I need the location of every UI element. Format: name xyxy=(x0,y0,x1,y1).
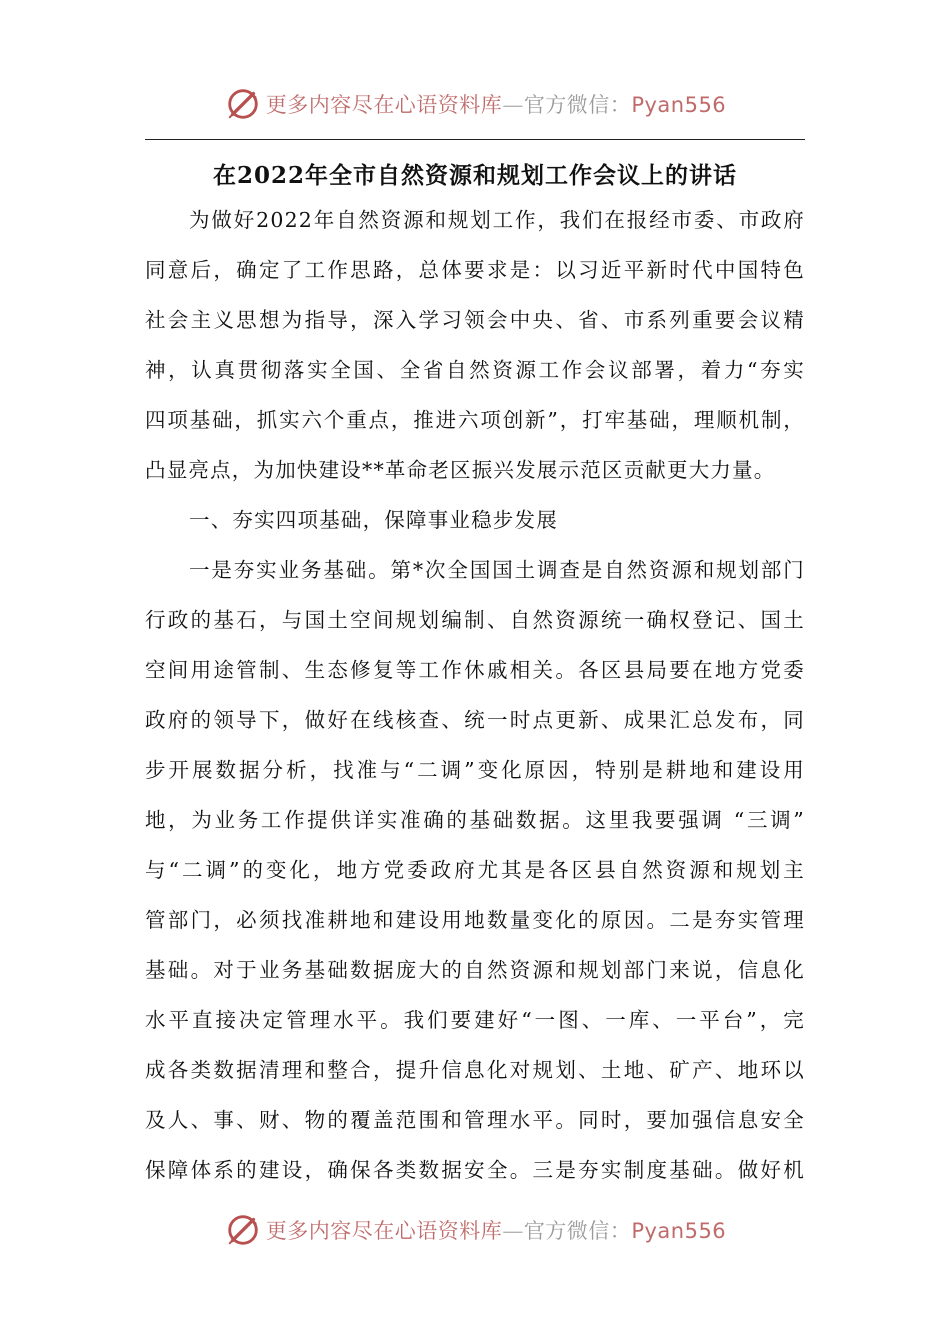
body-line: 社会主义思想为指导，深入学习领会中央、省、市系列重要会议精 xyxy=(145,308,805,332)
body-line: 及人、事、财、物的覆盖范围和管理水平。同时，要加强信息安全 xyxy=(145,1108,805,1132)
footer-watermark-banner xyxy=(0,1208,950,1252)
pen-logo-icon xyxy=(224,85,262,123)
body-line: 基础。对于业务基础数据庞大的自然资源和规划部门来说，信息化 xyxy=(145,958,805,982)
banner-text xyxy=(266,89,726,119)
body-line: 为做好2022年自然资源和规划工作，我们在报经市委、市政府 xyxy=(189,208,805,232)
header-watermark-banner xyxy=(0,82,950,126)
body-line: 步开展数据分析，找准与“二调”变化原因，特别是耕地和建设用 xyxy=(145,758,805,782)
banner-text xyxy=(266,1215,726,1245)
pen-logo-icon xyxy=(224,1211,262,1249)
body-line: 行政的基石，与国土空间规划编制、自然资源统一确权登记、国土 xyxy=(145,608,805,632)
banner-main-text: 更多内容尽在心语资料库 xyxy=(265,1219,503,1243)
banner-separator: — xyxy=(502,93,524,117)
body-line: 同意后，确定了工作思路，总体要求是：以习近平新时代中国特色 xyxy=(145,258,805,282)
body-line: 地，为业务工作提供详实准确的基础数据。这里我要强调 “三调” xyxy=(145,808,805,832)
header-divider xyxy=(145,139,805,140)
body-line: 四项基础，抓实六个重点，推进六项创新”，打牢基础，理顺机制， xyxy=(145,408,805,432)
banner-label: 官方微信： xyxy=(523,93,632,117)
body-line: 神，认真贯彻落实全国、全省自然资源工作会议部署，着力“夯实 xyxy=(145,358,805,382)
body-line: 水平直接决定管理水平。我们要建好“一图、一库、一平台”，完 xyxy=(145,1008,805,1032)
body-line: 成各类数据清理和整合，提升信息化对规划、土地、矿产、地环以 xyxy=(145,1058,805,1082)
section-heading: 一、夯实四项基础，保障事业稳步发展 xyxy=(189,508,558,532)
body-line: 管部门，必须找准耕地和建设用地数量变化的原因。二是夯实管理 xyxy=(145,908,805,932)
banner-wechat-id: Pyan556 xyxy=(631,1219,727,1243)
body-line: 一是夯实业务基础。第*次全国国土调查是自然资源和规划部门 xyxy=(189,558,805,582)
body-line: 空间用途管制、生态修复等工作休戚相关。各区县局要在地方党委 xyxy=(145,658,805,682)
body-line: 保障体系的建设，确保各类数据安全。三是夯实制度基础。做好机 xyxy=(145,1158,805,1182)
banner-label: 官方微信： xyxy=(523,1219,632,1243)
banner-main-text: 更多内容尽在心语资料库 xyxy=(265,93,503,117)
body-line: 政府的领导下，做好在线核查、统一时点更新、成果汇总发布，同 xyxy=(145,708,805,732)
document-title: 在2022年全市自然资源和规划工作会议上的讲话 xyxy=(212,162,737,189)
body-line: 凸显亮点，为加快建设**革命老区振兴发展示范区贡献更大力量。 xyxy=(145,458,776,482)
banner-wechat-id: Pyan556 xyxy=(631,93,727,117)
banner-separator: — xyxy=(502,1219,524,1243)
body-line: 与“二调”的变化，地方党委政府尤其是各区县自然资源和规划主 xyxy=(145,858,805,882)
